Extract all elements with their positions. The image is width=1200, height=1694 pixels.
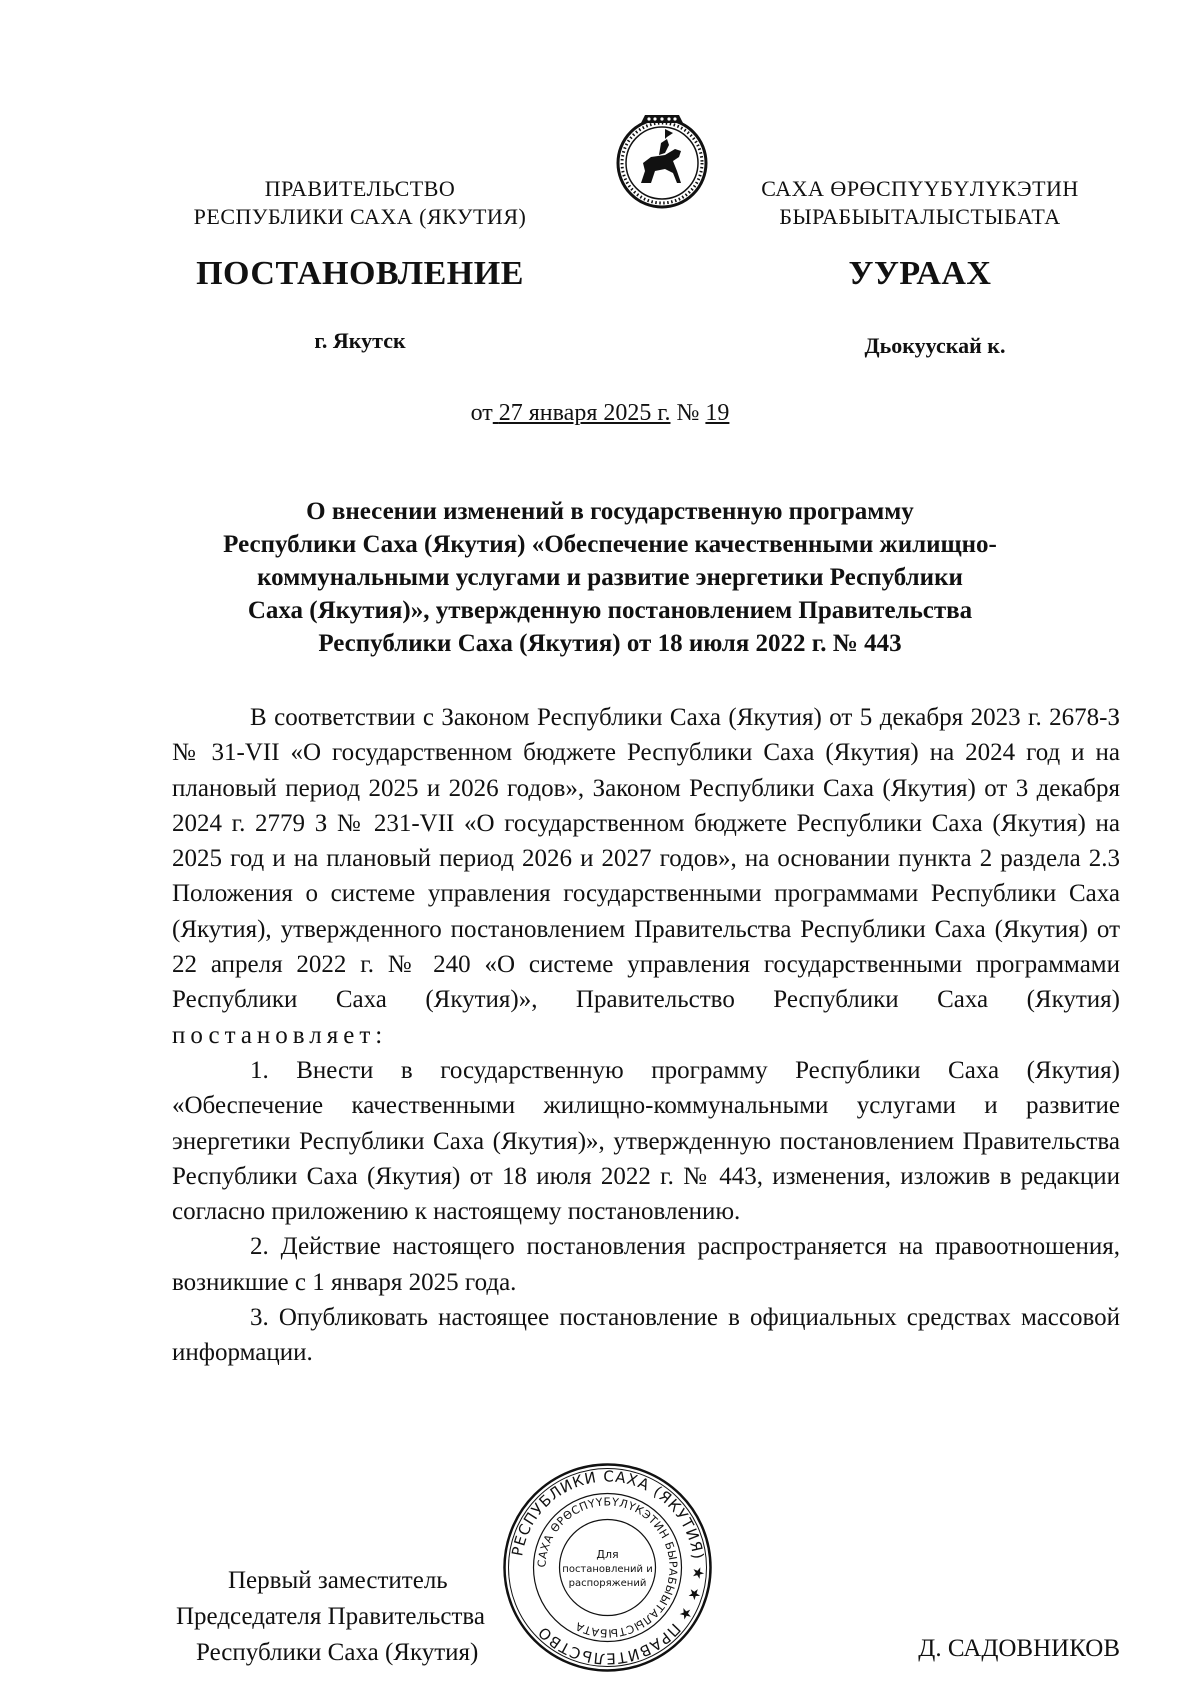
- signer-line2: Председателя Правительства: [176, 1603, 485, 1630]
- subject-line: Республики Саха (Якутия) от 18 июля 2022 г. № 443: [318, 630, 902, 657]
- coat-of-arms-icon: [607, 105, 717, 215]
- item-1: 1. Внести в государственную программу Республики Саха (Якутия) «Обеспечение качественными жилищно-коммунальными услугами и развитие энергетики Республики Саха (Якутия)», утвержденную постановлением Правительства Республики Саха (Якутия) от 18 июля 2022 г. № 443, изменения, изложив в редакции согласно приложению к настоящему постановлению.: [172, 1056, 1120, 1226]
- date-prefix: от: [470, 400, 493, 426]
- header-left-line1: ПРАВИТЕЛЬСТВО: [264, 176, 456, 201]
- subject-line: Саха (Якутия)», утвержденную постановлением Правительства: [247, 597, 973, 624]
- item-2: 2. Действие настоящего постановления распространяется на правоотношения, возникшие с 1 января 2025 года.: [172, 1233, 1120, 1296]
- document-type-title: ПОСТАНОВЛЕНИЕ: [196, 255, 524, 292]
- seal-center-line1: Для: [596, 1548, 619, 1561]
- signer-line1: Первый заместитель: [228, 1567, 448, 1594]
- city-name-sakha: Дьокуускай к.: [864, 333, 1006, 358]
- document-body: [172, 700, 1120, 1371]
- signer-name: Д. САДОВНИКОВ: [918, 1635, 1120, 1662]
- signer-line3: Республики Саха (Якутия): [196, 1639, 479, 1666]
- subject-line: О внесении изменений в государственную программу: [306, 498, 914, 525]
- item-3: 3. Опубликовать настоящее постановление в официальных средствах массовой информации.: [172, 1304, 1120, 1367]
- header-right-line1: САХА ӨРӨСПҮҮБҮЛҮКЭТИН: [761, 176, 1079, 201]
- signer-position: [176, 1563, 485, 1671]
- seal-inner-text: САХА ӨРӨСПҮҮБҮЛҮКЭТИН БЫРАБЫЫТАЛЫСТЫБАТА: [535, 1495, 680, 1640]
- header-left: [150, 175, 570, 231]
- seal-outer-text: РЕСПУБЛИКИ САХА (ЯКУТИЯ) ★ ★ ★ ПРАВИТЕЛЬСТВО: [508, 1467, 708, 1668]
- document-number: 19: [705, 400, 730, 426]
- city-name: г. Якутск: [314, 328, 406, 353]
- header-left-line2: РЕСПУБЛИКИ САХА (ЯКУТИЯ): [193, 204, 527, 229]
- header-right: [730, 175, 1110, 231]
- subject-line: Республики Саха (Якутия) «Обеспечение качественными жилищно-: [223, 531, 997, 558]
- document-subject: [170, 495, 1050, 660]
- header-right-line2: БЫРАБЫЫТАЛЫСТЫБАТА: [779, 204, 1061, 229]
- seal-center-line2: постановлений и: [562, 1564, 653, 1575]
- resolves-word: постановляет:: [172, 1021, 388, 1049]
- subject-line: коммунальными услугами и развитие энергетики Республики: [257, 564, 963, 591]
- official-seal-icon: [500, 1460, 715, 1675]
- seal-center-line3: распоряжений: [568, 1578, 647, 1589]
- preamble-paragraph: В соответствии с Законом Республики Саха (Якутия) от 5 декабря 2023 г. 2678-З № 31-VII «О государственном бюджете Республики Саха (Якутия) на 2024 год и на плановый период 2025 и 2026 годов», Законом Республики Саха (Якутия) от 3 декабря 2024 г. 2779 З № 231-VII «О государственном бюджете Республики Саха (Якутия) на 2025 год и на плановый период 2026 и 2027 годов», на основании пункта 2 раздела 2.3 Положения о системе управления государственными программами Республики Саха (Якутия), утвержденного постановлением Правительства Республики Саха (Якутия) от 22 апреля 2022 г. № 240 «О системе управления государственными программами Республики Саха (Якутия)», Правительство Республики Саха (Якутия) постановляет:: [172, 704, 1120, 1049]
- document-type-title-sakha: УУРААХ: [848, 255, 992, 292]
- document-date: 27 января 2025 г.: [498, 400, 671, 426]
- document-date-number: [0, 400, 1200, 427]
- number-sign: №: [676, 400, 700, 426]
